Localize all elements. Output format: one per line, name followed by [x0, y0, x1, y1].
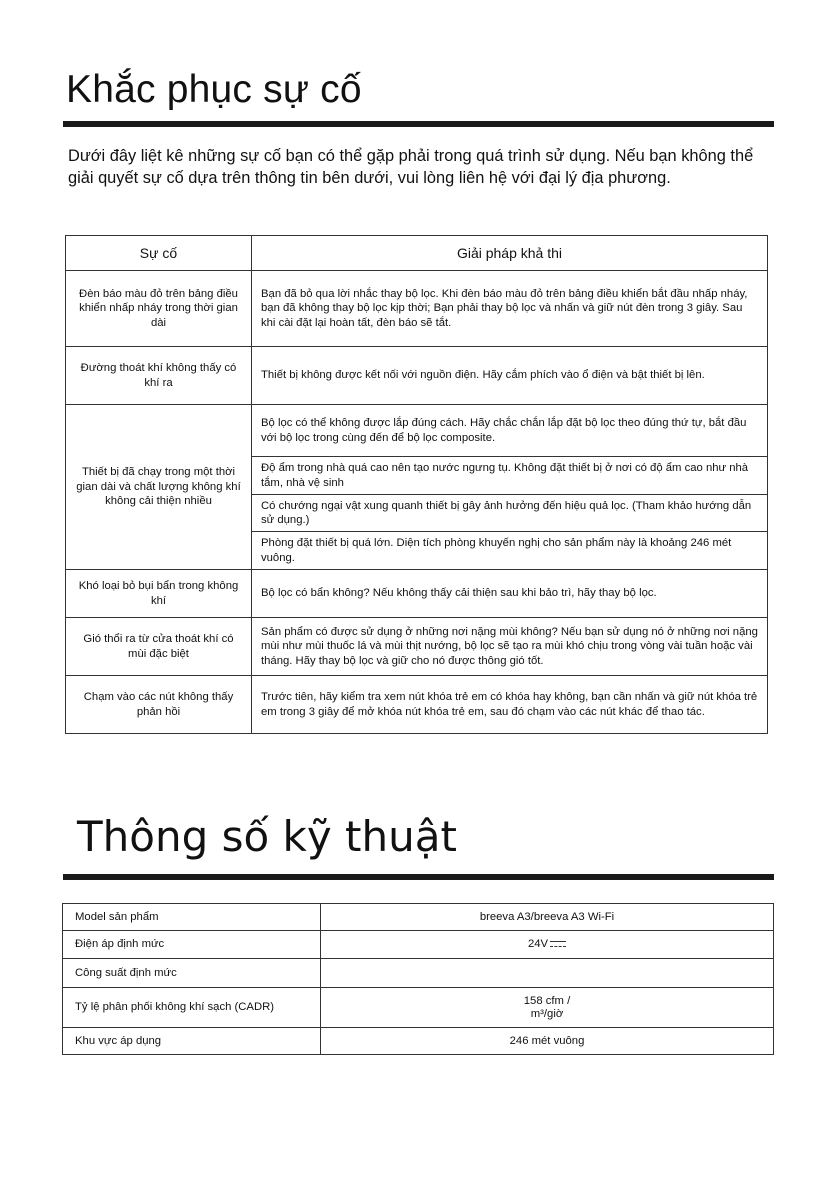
solution-cell: Trước tiên, hãy kiểm tra xem nút khóa trẻ em có khóa hay không, bạn cần nhấn và giữ nút khóa trẻ em trong 3 giây để mở khóa nút khóa trẻ em, sau đó chạm vào các nút khác để thao tác.	[252, 676, 768, 734]
spec-value: breeva A3/breeva A3 Wi-Fi	[321, 904, 774, 931]
troubleshooting-title: Khắc phục sự cố	[66, 68, 362, 111]
table-row	[66, 676, 768, 734]
spec-label: Model sản phẩm	[63, 904, 321, 931]
spec-label: Tỷ lệ phân phối không khí sạch (CADR)	[63, 988, 321, 1028]
solution-cell: Thiết bị không được kết nối với nguồn điện. Hãy cắm phích vào ổ điện và bật thiết bị lên.	[252, 347, 768, 405]
specs-table	[62, 903, 774, 1055]
solution-cell: Có chướng ngại vật xung quanh thiết bị gây ảnh hưởng đến hiệu quả lọc. (Tham khảo hướng dẫn sử dụng.)	[252, 495, 768, 532]
specs-title: Thông số kỹ thuật	[77, 812, 457, 861]
problem-cell: Khó loại bỏ bụi bẩn trong không khí	[66, 570, 252, 618]
solution-cell: Bộ lọc có bẩn không? Nếu không thấy cải thiện sau khi bảo trì, hãy thay bộ lọc.	[252, 570, 768, 618]
spec-value-unit: m³/giờ	[530, 1007, 564, 1020]
spec-label: Điện áp định mức	[63, 931, 321, 959]
intro-text: Dưới đây liệt kê những sự cố bạn có thể gặp phải trong quá trình sử dụng. Nếu bạn không thể giải quyết sự cố dựa trên thông tin bên dưới, vui lòng liên hệ với đại lý địa phương.	[68, 147, 754, 187]
troubleshooting-table	[65, 235, 768, 734]
spec-label: Công suất định mức	[63, 959, 321, 988]
table-row	[63, 959, 774, 988]
problem-cell: Đèn báo màu đỏ trên bảng điều khiển nhấp nháy trong thời gian dài	[66, 271, 252, 347]
problem-cell: Thiết bị đã chạy trong một thời gian dài và chất lượng không khí không cải thiện nhiều	[66, 405, 252, 570]
table-row	[66, 347, 768, 405]
specs-rule	[63, 874, 774, 880]
dc-symbol-icon	[550, 941, 566, 947]
spec-label: Khu vực áp dụng	[63, 1028, 321, 1055]
table-row	[63, 904, 774, 931]
solution-cell: Phòng đặt thiết bị quá lớn. Diện tích phòng khuyến nghị cho sản phẩm này là khoảng 246 mét vuông.	[252, 532, 768, 570]
title-rule	[63, 121, 774, 127]
spec-value	[321, 959, 774, 988]
problem-cell: Chạm vào các nút không thấy phản hồi	[66, 676, 252, 734]
solution-cell: Độ ẩm trong nhà quá cao nên tạo nước ngưng tụ. Không đặt thiết bị ở nơi có độ ẩm cao như nhà tắm, nhà vệ sinh	[252, 457, 768, 495]
table-row	[63, 931, 774, 959]
spec-value-cell	[321, 931, 774, 959]
col-header-solution: Giải pháp khả thi	[252, 236, 768, 271]
spec-value: 24V	[527, 938, 549, 950]
spec-value: 246 mét vuông	[321, 1028, 774, 1055]
table-row	[66, 570, 768, 618]
solution-cell: Sản phẩm có được sử dụng ở những nơi nặng mùi không? Nếu bạn sử dụng nó ở những nơi nặng mùi như mùi thuốc lá và mùi thịt nướng, bộ lọc sẽ tạo ra mùi khó chịu trong vòng vài tuần hoặc vài tháng. Hãy thay bộ lọc và giữ cho nó được thông gió tốt.	[252, 618, 768, 676]
spec-value-cell	[321, 988, 774, 1028]
problem-cell: Đường thoát khí không thấy có khí ra	[66, 347, 252, 405]
table-row	[66, 271, 768, 347]
solution-cell: Bạn đã bỏ qua lời nhắc thay bộ lọc. Khi đèn báo màu đỏ trên bảng điều khiển bắt đầu nhấp nháy, bạn đã không thay bộ lọc kịp thời; Bạn phải thay bộ lọc và nhấn và giữ nút đèn trong 3 giây. Sau khi cài đặt lại hoàn tất, đèn báo sẽ tắt.	[252, 271, 768, 347]
table-row	[66, 405, 768, 457]
table-row	[63, 1028, 774, 1055]
col-header-problem: Sự cố	[66, 236, 252, 271]
table-row	[63, 988, 774, 1028]
table-header-row	[66, 236, 768, 271]
spec-value: 158 cfm /	[523, 994, 571, 1007]
table-row	[66, 618, 768, 676]
problem-cell: Gió thổi ra từ cửa thoát khí có mùi đặc biệt	[66, 618, 252, 676]
solution-cell: Bộ lọc có thể không được lắp đúng cách. Hãy chắc chắn lắp đặt bộ lọc theo đúng thứ tự, bắt đầu với bộ lọc trong cùng đến để bộ lọc composite.	[252, 405, 768, 457]
